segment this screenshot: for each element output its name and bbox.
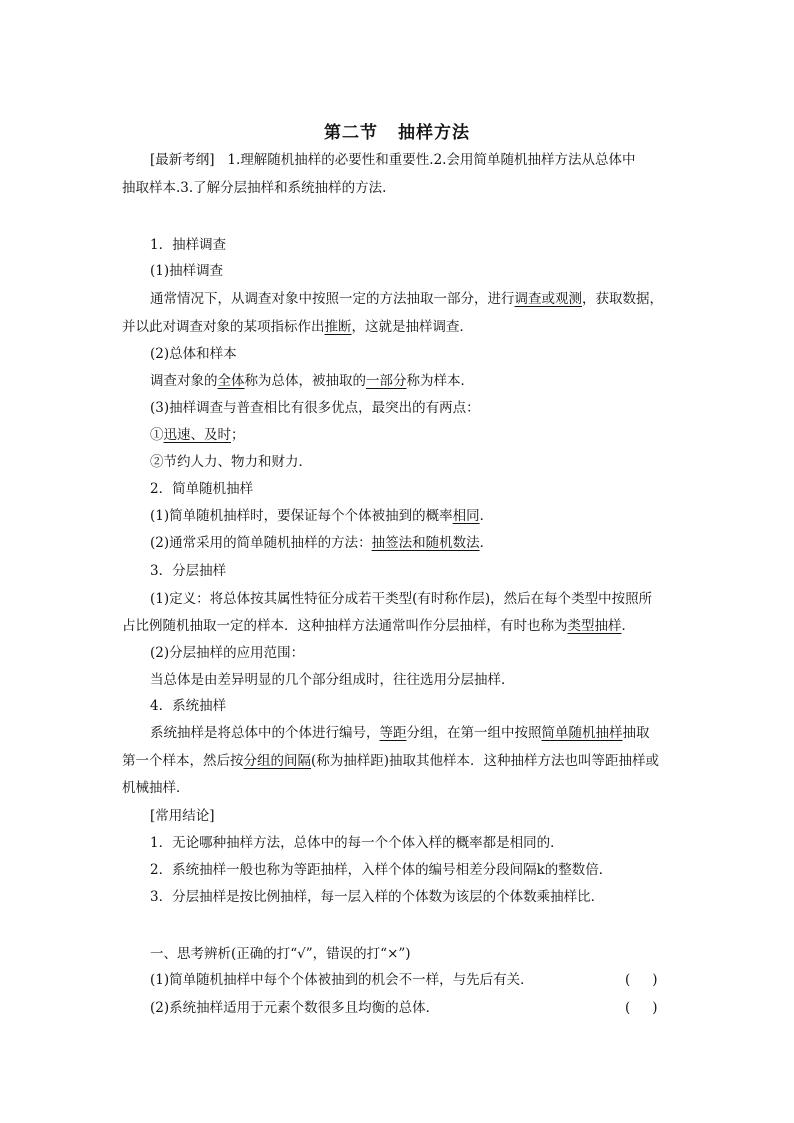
intro-line-1: [最新考纲] 1.理解随机抽样的必要性和重要性.2.会用简单随机抽样方法从总体中 [150,152,636,168]
section-1-para-2: 调查对象的全体称为总体，被抽取的一部分称为样本． [150,373,474,389]
section-4-heading: 4．系统抽样 [150,698,227,714]
section-1-sub-1: (1)抽样调查 [150,263,224,279]
section-4-para-line-1: 系统抽样是将总体中的个体进行编号，等距分组，在第一组中按照简单随机抽样抽取 [150,725,650,741]
blank-answer: 推断 [324,319,352,335]
conclusions-heading: [常用结论] [150,808,215,824]
blank-answer: 分组的间隔 [243,753,311,769]
exercise-question-2: (2)系统抽样适用于元素个数很多且均衡的总体． [150,1000,440,1016]
section-2-heading: 2．简单随机抽样 [150,481,254,497]
section-1-heading: 1．抽样调查 [150,237,227,253]
conclusion-2: 2．系统抽样一般也称为等距抽样，入样个体的编号相差分段间隔k的整数倍． [150,862,613,878]
section-2-para-2: (2)通常采用的简单随机抽样的方法：抽签法和随机数法． [150,535,494,551]
section-1-para-1-line-1: 通常情况下，从调查对象中按照一定的方法抽取一部分，进行调查或观测，获取数据， [150,291,663,307]
section-3-para-1-line-2: 占比例随机抽取一定的样本．这种抽样方法通常叫作分层抽样，有时也称为类型抽样． [122,618,635,634]
intro-label: [最新考纲] [150,152,215,168]
title-section-number: 第二节 [324,123,378,143]
section-3-para-2: 当总体是由差异明显的几个部分组成时，往往选用分层抽样． [150,672,515,688]
blank-answer: 抽签法和随机数法 [371,535,480,551]
advantage-1: ①迅速、及时； [150,427,245,443]
blank-answer: 类型抽样 [567,618,622,634]
title-topic: 抽样方法 [398,123,470,143]
section-1-para-1-line-2: 并以此对调查对象的某项指标作出推断，这就是抽样调查． [122,319,473,335]
conclusion-1: 1．无论哪种抽样方法，总体中的每一个个体入样的概率都是相同的． [150,835,564,851]
conclusion-3: 3．分层抽样是按比例抽样，每一层入样的个体数为该层的个体数乘抽样比． [150,889,605,905]
section-3-sub-2: (2)分层抽样的应用范围： [150,645,305,661]
advantage-2: ②节约人力、物力和财力． [150,454,312,470]
blank-answer: 全体 [217,373,245,389]
intro-line-2: 抽取样本.3.了解分层抽样和系统抽样的方法. [122,180,387,196]
section-3-heading: 3．分层抽样 [150,563,227,579]
exercise-heading: 一、思考辨析(正确的打“√”，错误的打“×”) [150,946,411,962]
answer-parentheses-1[interactable]: ( ) [625,972,658,988]
answer-parentheses-2[interactable]: ( ) [625,1000,658,1016]
blank-answer: 相同 [452,508,480,524]
section-1-sub-2: (2)总体和样本 [150,346,237,362]
exercise-question-1: (1)简单随机抽样中每个个体被抽到的机会不一样，与先后有关． [150,972,534,988]
blank-answer: 一部分 [366,373,407,389]
section-3-para-1-line-1: (1)定义：将总体按其属性特征分成若干类型(有时称作层)，然后在每个类型中按照所 [150,591,653,607]
page-title [0,118,794,143]
section-4-para-line-2: 第一个样本，然后按分组的间隔(称为抽样距)抽取其他样本．这种抽样方法也叫等距抽样或 [122,753,660,769]
blank-answer: 等距 [379,725,407,741]
section-4-para-line-3: 机械抽样． [122,780,190,796]
blank-answer: 简单随机抽样 [541,725,623,741]
blank-answer: 调查或观测 [514,291,582,307]
section-1-sub-3: (3)抽样调查与普查相比有很多优点，最突出的有两点： [150,400,480,416]
section-2-para-1: (1)简单随机抽样时，要保证每个个体被抽到的概率相同． [150,508,494,524]
blank-answer: 迅速、及时 [163,427,231,443]
